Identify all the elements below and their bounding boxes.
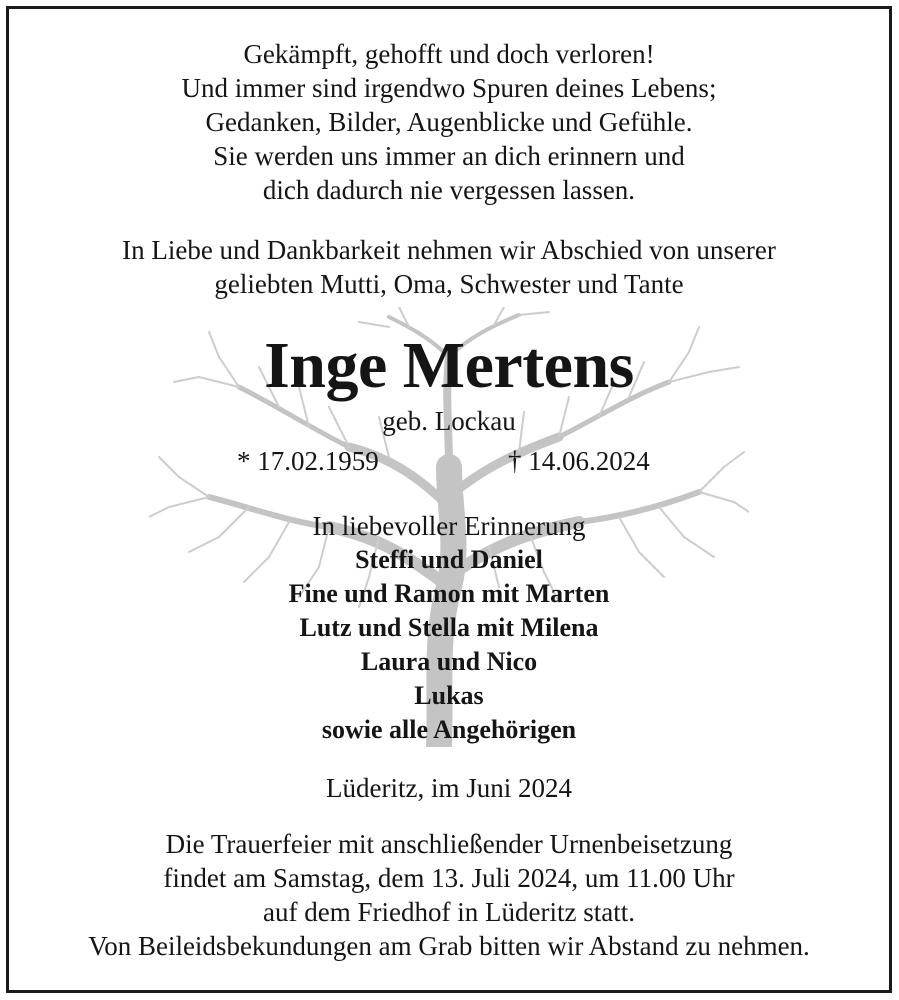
poem-line: Gedanken, Bilder, Augenblicke und Gefühle. (205, 107, 693, 137)
mourner-line: sowie alle Angehörigen (321, 715, 577, 744)
birth-name: geb. Lockau (382, 406, 516, 436)
poem-line: Sie werden uns immer an dich erinnern und (213, 141, 685, 171)
funeral-info-line: Die Trauerfeier mit anschließender Urnenbeisetzung (165, 829, 733, 859)
remembrance-label: In liebevoller Erinnerung (312, 511, 586, 541)
mourner-line: Lukas (414, 681, 484, 710)
death-date: † 14.06.2024 (508, 446, 650, 476)
mourner-line: Steffi und Daniel (355, 545, 543, 574)
mourner-line: Lutz und Stella mit Milena (299, 613, 599, 642)
poem-line: Gekämpft, gehofft und doch verloren! (243, 39, 655, 69)
birth-date: * 17.02.1959 (237, 446, 379, 476)
mourner-line: Laura und Nico (360, 647, 538, 676)
obituary-notice (6, 6, 892, 993)
poem-line: Und immer sind irgendwo Spuren deines Lebens; (181, 73, 717, 103)
funeral-info-line: Von Beileidsbekundungen am Grab bitten wir Abstand zu nehmen. (88, 931, 810, 961)
funeral-info-line: findet am Samstag, dem 13. Juli 2024, um 11.00 Uhr (163, 863, 735, 893)
life-dates (9, 446, 889, 480)
intro-line: geliebten Mutti, Oma, Schwester und Tante (214, 269, 684, 299)
mourner-line: Fine und Ramon mit Marten (288, 579, 610, 608)
intro-line: In Liebe und Dankbarkeit nehmen wir Abschied von unserer (122, 235, 776, 265)
deceased-name: Inge Mertens (264, 329, 634, 402)
funeral-info-line: auf dem Friedhof in Lüderitz statt. (263, 897, 635, 927)
poem-line: dich dadurch nie vergessen lassen. (262, 175, 636, 205)
place-date: Lüderitz, im Juni 2024 (326, 773, 572, 803)
